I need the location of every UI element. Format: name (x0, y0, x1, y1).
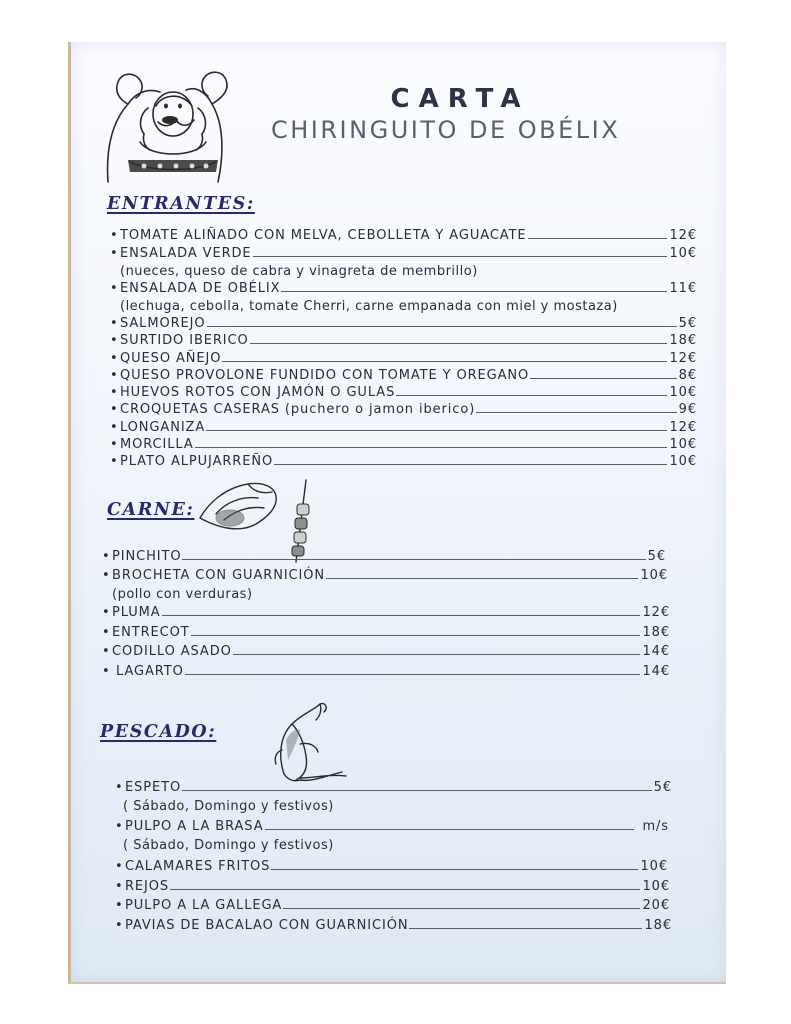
item-note: ( Sábado, Domingo y festivos) (123, 799, 334, 814)
item-price: m/s (642, 819, 669, 834)
item-price: 10€ (669, 454, 697, 470)
item-name: PLUMA (112, 605, 161, 620)
item-name: LAGARTO (116, 663, 184, 679)
list-item: • ENTRECOT 18€ (102, 624, 670, 640)
item-name: PULPO A LA BRASA (125, 819, 264, 834)
list-item: • PULPO A LA GALLEGA 20€ (115, 898, 670, 913)
item-name: PINCHITO (112, 549, 182, 564)
list-item: • PLATO ALPUJARREÑO 10€ (110, 454, 697, 470)
list-item: • PULPO A LA BRASA m/s (115, 819, 669, 834)
list-item: • MORCILLA 10€ (110, 437, 697, 453)
item-price: 18€ (644, 917, 672, 933)
item-name: BROCHETA CON GUARNICIÓN (112, 568, 326, 583)
catfish-illustration (270, 700, 350, 784)
item-price: 10€ (669, 246, 697, 261)
item-name: HUEVOS ROTOS CON JAMÓN O GULAS (120, 385, 396, 401)
item-price: 14€ (642, 663, 670, 679)
item-name: SALMOREJO (120, 316, 206, 331)
list-item: • ESPETO 5€ (115, 780, 672, 795)
item-name: PLATO ALPUJARREÑO (120, 454, 274, 470)
obelix-illustration (100, 62, 246, 186)
item-price: 5€ (647, 549, 666, 564)
item-name: SURTIDO IBERICO (120, 333, 249, 349)
item-name: ENSALADA DE OBÉLIX (120, 281, 281, 296)
item-name: QUESO PROVOLONE FUNDIDO CON TOMATE Y OREGANO (120, 367, 530, 383)
list-item: • CALAMARES FRITOS 10€ (115, 859, 668, 874)
list-item: • QUESO PROVOLONE FUNDIDO CON TOMATE Y OREGANO 8€ (110, 367, 697, 383)
item-price: 12€ (669, 228, 697, 243)
item-price: 10€ (669, 385, 697, 401)
list-item: • PINCHITO 5€ (102, 549, 666, 564)
item-price: 8€ (678, 367, 697, 383)
list-item: • CODILLO ASADO 14€ (102, 644, 670, 659)
item-name: MORCILLA (120, 437, 194, 453)
item-price: 9€ (678, 402, 697, 418)
carne-list (102, 549, 670, 683)
item-name: QUESO AÑEJO (120, 350, 222, 366)
item-price: 20€ (642, 898, 670, 913)
item-name: ENSALADA VERDE (120, 246, 252, 261)
item-name: CROQUETAS CASERAS (puchero o jamon iberico) (120, 402, 476, 418)
item-price: 10€ (642, 878, 670, 894)
list-item: • SURTIDO IBERICO 18€ (110, 333, 697, 349)
item-name: ENTRECOT (112, 624, 190, 640)
list-item: • TOMATE ALIÑADO CON MELVA, CEBOLLETA Y AGUACATE 12€ (110, 228, 697, 243)
list-item: • CROQUETAS CASERAS (puchero o jamon iberico) 9€ (110, 402, 697, 418)
section-title-entrantes: ENTRANTES: (107, 194, 255, 214)
list-item: • PAVIAS DE BACALAO CON GUARNICIÓN 18€ (115, 917, 672, 933)
item-price: 12€ (642, 605, 670, 620)
item-price: 18€ (642, 624, 670, 640)
item-name: PULPO A LA GALLEGA (125, 898, 283, 913)
item-name: REJOS (125, 878, 170, 894)
list-item: • HUEVOS ROTOS CON JAMÓN O GULAS 10€ (110, 385, 697, 401)
item-note: (pollo con verduras) (112, 587, 253, 602)
list-item: • ENSALADA DE OBÉLIX 11€ (110, 281, 697, 296)
item-note: (nueces, queso de cabra y vinagreta de membrillo) (120, 264, 478, 279)
item-price: 10€ (669, 437, 697, 453)
item-note: ( Sábado, Domingo y festivos) (123, 838, 334, 853)
item-price: 5€ (653, 780, 672, 795)
item-price: 12€ (669, 419, 697, 435)
list-item: • PLUMA 12€ (102, 605, 670, 620)
item-price: 14€ (642, 644, 670, 659)
item-price: 11€ (669, 281, 697, 296)
list-item: • ENSALADA VERDE 10€ (110, 246, 697, 261)
menu-subtitle: CHIRINGUITO DE OBÉLIX (271, 116, 621, 144)
list-item: • LAGARTO 14€ (102, 663, 670, 679)
item-price: 10€ (640, 568, 668, 583)
item-price: 5€ (678, 316, 697, 331)
item-name: CODILLO ASADO (112, 644, 232, 659)
list-item: • QUESO AÑEJO 12€ (110, 350, 697, 366)
section-title-carne: CARNE: (107, 500, 195, 520)
item-price: 12€ (669, 350, 697, 366)
list-item: • REJOS 10€ (115, 878, 670, 894)
list-item: • BROCHETA CON GUARNICIÓN 10€ (102, 568, 668, 583)
pescado-list (115, 780, 672, 937)
item-name: TOMATE ALIÑADO CON MELVA, CEBOLLETA Y AGUACATE (120, 228, 527, 243)
menu-title: CARTA (390, 84, 530, 114)
list-item: • SALMOREJO 5€ (110, 316, 697, 331)
item-name: PAVIAS DE BACALAO CON GUARNICIÓN (125, 917, 409, 933)
item-note: (lechuga, cebolla, tomate Cherri, carne empanada con miel y mostaza) (120, 299, 618, 314)
list-item: • LONGANIZA 12€ (110, 419, 697, 435)
item-name: LONGANIZA (120, 419, 206, 435)
item-price: 10€ (640, 859, 668, 874)
item-price: 18€ (669, 333, 697, 349)
entrantes-list (110, 228, 697, 472)
item-name: CALAMARES FRITOS (125, 859, 271, 874)
section-title-pescado: PESCADO: (100, 722, 217, 742)
item-name: ESPETO (125, 780, 182, 795)
